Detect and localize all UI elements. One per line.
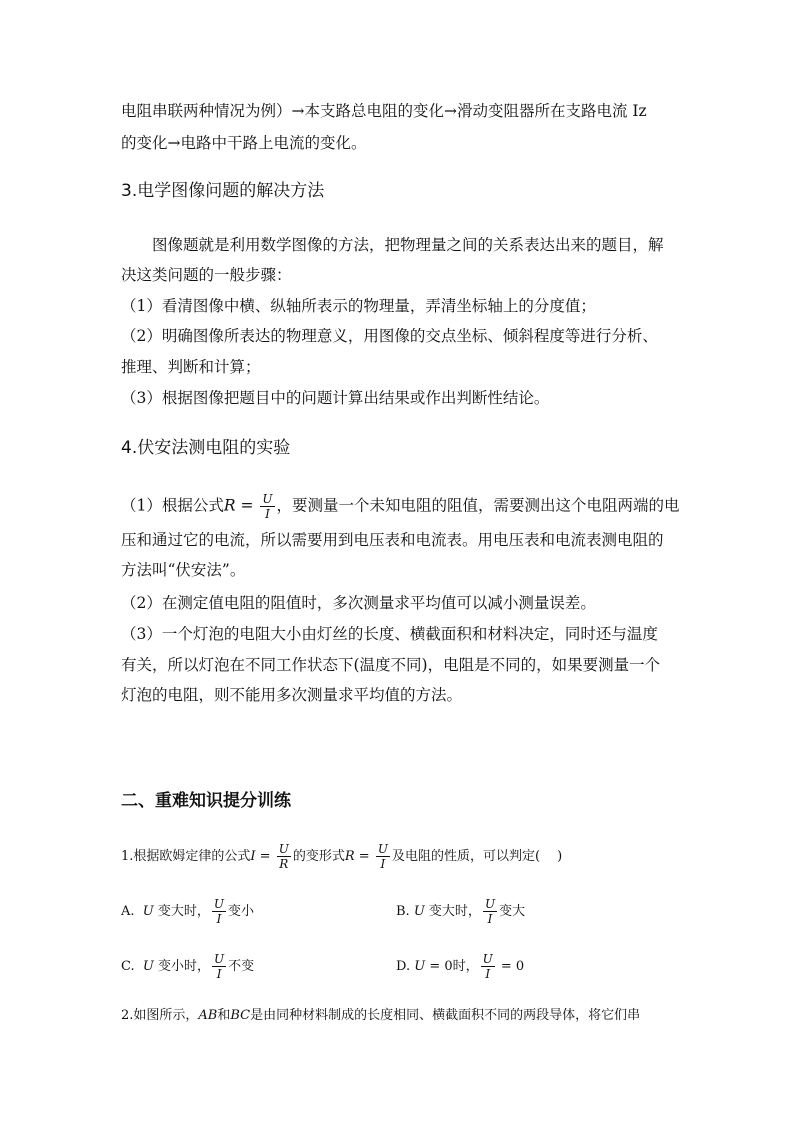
paragraph-line: 有关，所以灯泡在不同工作状态下(温度不同)，电阻是不同的，如果要测量一个 (121, 656, 661, 674)
list-item: 推理、判断和计算； (121, 358, 261, 376)
formula-var: I (250, 849, 256, 864)
formula-var: R (223, 496, 236, 515)
formula-eq: = (255, 849, 275, 864)
text-span: 1.根据欧姆定律的公式 (121, 849, 251, 864)
fraction-numerator: U (213, 897, 225, 911)
fraction-numerator: U (278, 842, 289, 856)
text-span: 变大 (499, 904, 526, 919)
fraction-denominator: I (487, 912, 493, 926)
text-span: 变小 (228, 904, 255, 919)
paragraph-line: 电阻串联两种情况为例）→本支路总电阻的变化→滑动变阻器所在支路电流 Iz (121, 102, 647, 120)
formula-fraction (212, 953, 226, 980)
section-heading: 4.伏安法测电阻的实验 (121, 438, 291, 458)
text-span: = 0时， (425, 959, 479, 974)
formula-eq: = (235, 496, 259, 515)
paragraph-line: 决这类问题的一般步骤： (121, 266, 292, 284)
fraction-numerator: U (262, 492, 273, 506)
fraction-denominator: I (485, 967, 491, 981)
formula-fraction (260, 493, 274, 520)
text-span: 不变 (228, 959, 255, 974)
fraction-numerator: U (377, 842, 388, 856)
formula-var: U (414, 959, 426, 974)
paragraph-line: （2）在测定值电阻的阻值时，多次测量求平均值可以减小测量误差。 (121, 594, 596, 612)
paragraph-line: 压和通过它的电流，所以需要用到电压表和电流表。用电压表和电流表测电阻的 (121, 531, 664, 549)
section-heading: 3.电学图像问题的解决方法 (121, 181, 325, 201)
text-span: 变大时， (153, 904, 210, 919)
option-b[interactable] (396, 898, 525, 925)
formula-fraction (483, 898, 497, 925)
option-label: A. (121, 904, 135, 919)
fraction-denominator: R (279, 857, 289, 871)
fraction-denominator: I (265, 507, 270, 521)
text-span: 2.如图所示， (121, 1008, 199, 1023)
formula-var: BC (230, 1008, 251, 1023)
option-d[interactable] (396, 953, 524, 980)
formula-fraction (376, 843, 390, 870)
text-span: 变大时， (424, 904, 481, 919)
text-span: = 0 (496, 959, 525, 974)
formula-fraction (212, 898, 226, 925)
list-item: （3）根据图像把题目中的问题计算出结果或作出判断性结论。 (121, 389, 550, 407)
paragraph-line: 图像题就是利用数学图像的方法，把物理量之间的关系表达出来的题目，解 (152, 236, 664, 254)
list-item: （2）明确图像所表达的物理意义，用图像的交点坐标、倾斜程度等进行分析、 (121, 327, 658, 345)
part-heading: 二、重难知识提分训练 (121, 791, 291, 811)
fraction-numerator: U (482, 952, 493, 966)
formula-var: U (142, 904, 154, 919)
list-item: （1）看清图像中横、纵轴所表示的物理量，弄清坐标轴上的分度值； (121, 297, 596, 315)
fraction-numerator: U (484, 897, 496, 911)
text-span: 是由同种材料制成的长度相同、横截面积不同的两段导体，将它们串 (250, 1008, 641, 1023)
fraction-numerator: U (214, 952, 225, 966)
text-span: （1）根据公式 (121, 496, 224, 515)
formula-fraction (277, 843, 291, 870)
paragraph-line: 的变化→电路中干路上电流的变化。 (121, 134, 367, 152)
option-a[interactable] (121, 898, 254, 925)
fraction-denominator: I (380, 857, 386, 871)
formula-fraction (481, 953, 495, 980)
formula-var: U (142, 959, 154, 974)
text-span: 和 (217, 1008, 231, 1023)
paragraph-line: 灯泡的电阻，则不能用多次测量求平均值的方法。 (121, 686, 463, 704)
option-label: B. (396, 904, 410, 919)
option-label: D. (396, 959, 411, 974)
fraction-denominator: I (216, 967, 222, 981)
question-stem (121, 843, 562, 870)
formula-var: AB (198, 1008, 218, 1023)
option-c[interactable] (121, 953, 254, 980)
fraction-denominator: I (216, 912, 222, 926)
paragraph-line: 方法叫“伏安法”。 (121, 561, 246, 579)
formula-var: R (344, 849, 355, 864)
formula-var: U (413, 904, 425, 919)
text-span: 的变形式 (292, 849, 345, 864)
text-span: ，要测量一个未知电阻的阻值，需要测出这个电阻两端的电 (276, 496, 680, 515)
option-label: C. (121, 959, 135, 974)
paragraph-line: （3）一个灯泡的电阻大小由灯丝的长度、横截面积和材料决定，同时还与温度 (121, 625, 658, 643)
question-stem (121, 1006, 640, 1026)
text-span: 及电阻的性质，可以判定( ) (391, 849, 563, 864)
formula-eq: = (354, 849, 374, 864)
paragraph-line (121, 493, 680, 520)
text-span: 变小时， (153, 959, 210, 974)
